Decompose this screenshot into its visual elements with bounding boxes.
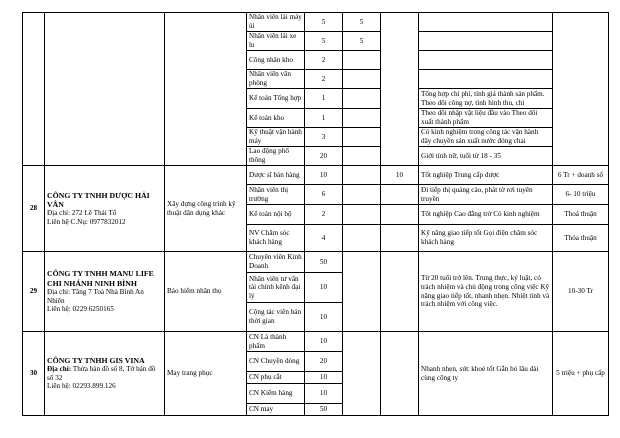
position-cell: NV Chăm sóc khách hàng <box>247 225 305 252</box>
company-address: Địa chỉ: 272 Lê Thái Tổ <box>47 209 117 218</box>
company-name: CÔNG TY TNHH GIS VINA <box>47 355 145 365</box>
table-row <box>23 252 609 273</box>
company-contact: Liên hệ C.Nụ: 0977832012 <box>47 217 126 226</box>
experience-cell <box>343 51 381 70</box>
quantity-cell: 2 <box>305 51 343 70</box>
company-contact: Liên hệ: 0229 6250165 <box>47 305 114 314</box>
experience-cell: 5 <box>343 32 381 51</box>
stt-cell <box>23 13 45 166</box>
industry-cell: Xây dựng công trình kỹ thuật dân dụng khác <box>165 166 247 252</box>
requirement-cell: Từ 20 tuổi trở lên. Trung thực, kỷ luật, có trách nhiệm và chủ động trong công việc Kỹ năng giao tiếp tốt, nhanh nhẹn. Nhiệt tình và trách nhiệm với công việc. <box>419 252 553 332</box>
company-address: Địa chỉ: Tầng 7 Toà Nhà Bình An Nhiên <box>47 287 144 305</box>
quantity-cell: 50 <box>305 404 343 416</box>
stt-cell: 28 <box>23 166 45 252</box>
position-cell: Nhân viên thị trường <box>247 185 305 205</box>
quantity-cell: 1 <box>305 89 343 109</box>
requirement-cell: Tốt nghiệp Trung cấp dược <box>419 166 553 185</box>
education-cell <box>381 252 419 332</box>
quantity-cell: 2 <box>305 70 343 89</box>
education-cell <box>381 185 419 205</box>
quantity-cell: 2 <box>305 205 343 225</box>
requirement-cell <box>419 13 553 32</box>
address-text: Thửa bản đồ số 8, Tờ bản đồ số 32 <box>47 365 156 382</box>
education-cell <box>381 332 419 416</box>
position-cell: Nhân viên văn phòng <box>247 70 305 89</box>
position-cell: Nhân viên lái máy ủi <box>247 13 305 32</box>
quantity-cell: 10 <box>305 372 343 384</box>
salary-cell: 6- 10 triệu <box>553 185 609 205</box>
quantity-cell: 5 <box>305 32 343 51</box>
education-cell <box>381 225 419 252</box>
company-cell <box>45 166 165 252</box>
requirement-cell: Kỹ năng giao tiếp tốt Gọi điện chăm sóc khách hàng <box>419 225 553 252</box>
requirement-cell: Theo dõi nhập vật liệu đầu vào Theo dõi xuất thành phẩm <box>419 109 553 128</box>
position-cell: Cộng tác viên bán thời gian <box>247 303 305 332</box>
experience-cell <box>343 128 381 147</box>
education-cell <box>381 205 419 225</box>
quantity-cell: 6 <box>305 185 343 205</box>
company-cell <box>45 332 165 416</box>
salary-cell <box>553 13 609 166</box>
quantity-cell: 3 <box>305 128 343 147</box>
table-row <box>23 13 609 32</box>
position-cell: CN phụ cắt <box>247 372 305 384</box>
requirement-cell: Tốt nghiệp Cao đẳng trở Có kinh nghiệm <box>419 205 553 225</box>
salary-cell: 6 Tr + doanh số <box>553 166 609 185</box>
quantity-cell: 4 <box>305 225 343 252</box>
experience-cell <box>343 70 381 89</box>
experience-cell <box>343 332 381 416</box>
experience-cell <box>343 252 381 332</box>
salary-cell: Thỏa thuận <box>553 225 609 252</box>
requirement-cell: Giới tính nữ, tuổi từ 18 - 35 <box>419 147 553 166</box>
quantity-cell: 20 <box>305 147 343 166</box>
position-cell: CN Kiểm hàng <box>247 384 305 404</box>
quantity-cell: 1 <box>305 109 343 128</box>
position-cell: Công nhân kho <box>247 51 305 70</box>
position-cell: Kế toán kho <box>247 109 305 128</box>
experience-cell <box>343 166 381 185</box>
experience-cell <box>343 205 381 225</box>
position-cell: CN Chuyền dóng <box>247 352 305 372</box>
quantity-cell: 10 <box>305 332 343 352</box>
position-cell: CN Là thành phẩm <box>247 332 305 352</box>
position-cell: CN may <box>247 404 305 416</box>
position-cell: Nhân viên tư vấn tài chính kênh đại lý <box>247 273 305 303</box>
requirement-cell <box>419 51 553 70</box>
quantity-cell: 5 <box>305 13 343 32</box>
stt-cell: 30 <box>23 332 45 416</box>
experience-cell <box>343 225 381 252</box>
requirement-cell <box>419 70 553 89</box>
requirement-cell <box>419 32 553 51</box>
quantity-cell: 10 <box>305 166 343 185</box>
industry-cell <box>165 13 247 166</box>
experience-cell <box>343 185 381 205</box>
company-address <box>47 365 162 382</box>
experience-cell: 5 <box>343 13 381 32</box>
position-cell: Kế toán Tổng hợp <box>247 89 305 109</box>
recruitment-table <box>22 12 609 416</box>
requirement-cell: Tổng hợp chi phí, tính giá thành sản phẩm. Theo dõi công nợ, tình hình thu, chi <box>419 89 553 109</box>
salary-cell: Thoả thuận <box>553 205 609 225</box>
stt-cell: 29 <box>23 252 45 332</box>
position-cell: Lao động phổ thông <box>247 147 305 166</box>
industry-cell: Bảo hiểm nhân thọ <box>165 252 247 332</box>
salary-cell: 5 triệu + phụ cấp <box>553 332 609 416</box>
quantity-cell: 10 <box>305 384 343 404</box>
company-contact: Liên hệ: 02293.899.126 <box>47 382 116 391</box>
company-cell <box>45 13 165 166</box>
education-cell: 10 <box>381 166 419 185</box>
quantity-cell: 50 <box>305 252 343 273</box>
experience-cell <box>343 147 381 166</box>
salary-cell: 10-30 Tr <box>553 252 609 332</box>
position-cell: Kỹ thuật vận hành máy <box>247 128 305 147</box>
quantity-cell: 10 <box>305 303 343 332</box>
education-cell <box>381 13 419 166</box>
requirement-cell: Nhanh nhẹn, sức khoẻ tốt Gắn bó lâu dài cùng công ty <box>419 332 553 416</box>
position-cell: Chuyên viên Kinh Doanh <box>247 252 305 273</box>
position-cell: Kế toán nội bộ <box>247 205 305 225</box>
position-cell: Nhân viên lái xe lu <box>247 32 305 51</box>
quantity-cell: 20 <box>305 352 343 372</box>
experience-cell <box>343 89 381 109</box>
company-name: CÔNG TY TNHH MANU LIFE CHI NHÁNH NINH BÌNH <box>47 269 154 288</box>
company-cell <box>45 252 165 332</box>
requirement-cell: Có kinh nghiệm trong công tác vận hành dây chuyền sản xuất nước đóng chai <box>419 128 553 147</box>
quantity-cell: 10 <box>305 273 343 303</box>
position-cell: Dược sĩ bán hàng <box>247 166 305 185</box>
experience-cell <box>343 109 381 128</box>
requirement-cell: Đi tiếp thị quảng cáo, phát tờ rơi tuyên truyền <box>419 185 553 205</box>
table-row <box>23 166 609 185</box>
company-name: CÔNG TY TNHH DƯỢC HẢI VÂN <box>47 190 150 209</box>
industry-cell: May trang phục <box>165 332 247 416</box>
address-label: Địa chỉ: <box>47 365 72 374</box>
table-row <box>23 332 609 352</box>
